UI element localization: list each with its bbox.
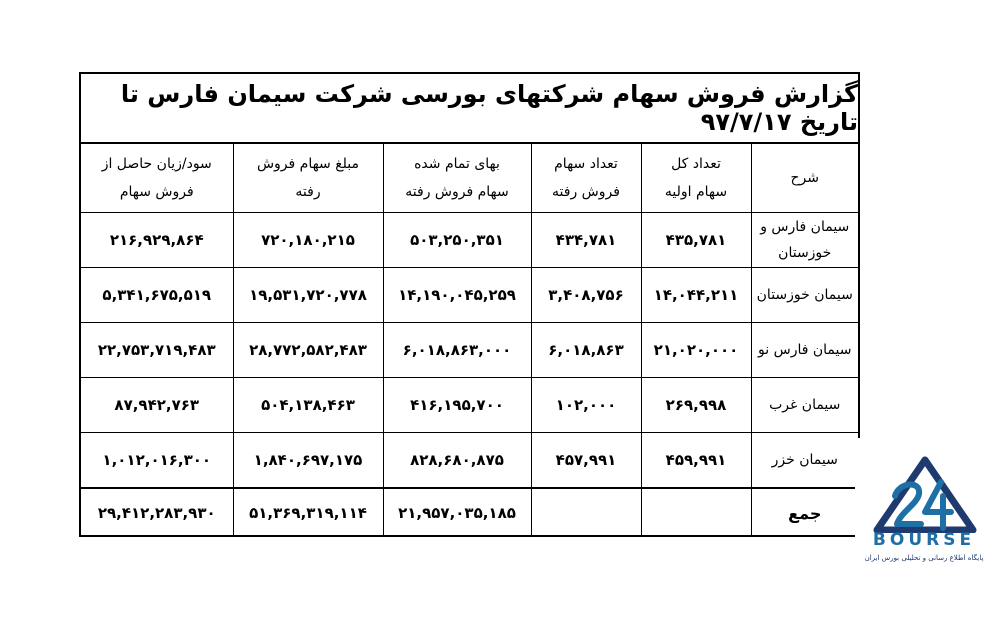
row-profit: ۲۲,۷۵۳,۷۱۹,۴۸۳ (81, 323, 233, 378)
header-row (81, 144, 858, 213)
header-description-label: شرح (790, 170, 819, 186)
logo-wordmark: BOURSE (872, 530, 976, 550)
header-cost-line1: بهای تمام شده (414, 156, 500, 172)
row-cost: ۶,۰۱۸,۸۶۳,۰۰۰ (383, 323, 531, 378)
row-sale-amount: ۱,۸۴۰,۶۹۷,۱۷۵ (233, 433, 383, 489)
row-profit: ۲۱۶,۹۲۹,۸۶۴ (81, 213, 233, 268)
table-row (81, 268, 858, 323)
row-sale-amount: ۷۲۰,۱۸۰,۲۱۵ (233, 213, 383, 268)
row-cost: ۸۲۸,۶۸۰,۸۷۵ (383, 433, 531, 489)
row-name: سیمان خزر (751, 433, 858, 489)
row-sold-shares: ۶,۰۱۸,۸۶۳ (531, 323, 641, 378)
row-initial-shares: ۴۵۹,۹۹۱ (641, 433, 751, 489)
row-initial-shares: ۱۴,۰۴۴,۲۱۱ (641, 268, 751, 323)
report-title-row (81, 74, 858, 144)
sales-table (81, 144, 858, 537)
header-sale-amount (233, 144, 383, 213)
header-profit (81, 144, 233, 213)
header-profit-line2: فروش سهام (119, 184, 194, 200)
row-name: سیمان غرب (751, 378, 858, 433)
total-cost: ۲۱,۹۵۷,۰۳۵,۱۸۵ (383, 488, 531, 537)
bourse-24-logo-icon (855, 438, 993, 533)
row-profit: ۸۷,۹۴۲,۷۶۳ (81, 378, 233, 433)
table-row (81, 323, 858, 378)
row-sale-amount: ۵۰۴,۱۳۸,۴۶۳ (233, 378, 383, 433)
total-row (81, 488, 858, 537)
header-profit-line1: سود/زیان حاصل از (101, 156, 212, 172)
row-cost: ۴۱۶,۱۹۵,۷۰۰ (383, 378, 531, 433)
total-sold-shares (531, 488, 641, 537)
row-sale-amount: ۲۸,۷۷۲,۵۸۲,۴۸۳ (233, 323, 383, 378)
header-description (751, 144, 858, 213)
header-initial-line1: تعداد کل (671, 156, 721, 172)
table-row (81, 433, 858, 489)
bourse-logo (855, 438, 993, 625)
total-initial-shares (641, 488, 751, 537)
header-sold-line2: فروش رفته (552, 184, 620, 200)
total-profit: ۲۹,۴۱۲,۲۸۳,۹۳۰ (81, 488, 233, 537)
row-sale-amount: ۱۹,۵۳۱,۷۲۰,۷۷۸ (233, 268, 383, 323)
report-table-frame (79, 72, 860, 537)
header-cost-line2: سهام فروش رفته (405, 184, 509, 200)
row-cost: ۱۴,۱۹۰,۰۴۵,۲۵۹ (383, 268, 531, 323)
header-initial-shares (641, 144, 751, 213)
row-sold-shares: ۴۳۴,۷۸۱ (531, 213, 641, 268)
table-row (81, 378, 858, 433)
row-profit: ۵,۳۴۱,۶۷۵,۵۱۹ (81, 268, 233, 323)
row-sold-shares: ۴۵۷,۹۹۱ (531, 433, 641, 489)
row-initial-shares: ۴۳۵,۷۸۱ (641, 213, 751, 268)
row-name: سیمان فارس نو (751, 323, 858, 378)
row-initial-shares: ۲۶۹,۹۹۸ (641, 378, 751, 433)
total-label: جمع (751, 488, 858, 537)
row-cost: ۵۰۳,۲۵۰,۳۵۱ (383, 213, 531, 268)
header-amount-line1: مبلغ سهام فروش (256, 156, 360, 172)
logo-subtitle: پایگاه اطلاع رسانی و تحلیلی بورس ایران (864, 554, 984, 562)
row-initial-shares: ۲۱,۰۲۰,۰۰۰ (641, 323, 751, 378)
row-name: سیمان فارس و خوزستان (751, 213, 858, 268)
header-amount-line2: رفته (295, 184, 321, 200)
total-sale-amount: ۵۱,۳۶۹,۳۱۹,۱۱۴ (233, 488, 383, 537)
row-sold-shares: ۳,۴۰۸,۷۵۶ (531, 268, 641, 323)
header-cost (383, 144, 531, 213)
header-sold-shares (531, 144, 641, 213)
row-name: سیمان خوزستان (751, 268, 858, 323)
row-sold-shares: ۱۰۲,۰۰۰ (531, 378, 641, 433)
header-initial-line2: سهام اولیه (664, 184, 728, 200)
row-profit: ۱,۰۱۲,۰۱۶,۳۰۰ (81, 433, 233, 489)
report-title: گزارش فروش سهام شرکتهای بورسی شرکت سیمان فارس تا تاریخ ۹۷/۷/۱۷ (120, 80, 858, 136)
table-row (81, 213, 858, 268)
header-sold-line1: تعداد سهام (554, 156, 618, 172)
